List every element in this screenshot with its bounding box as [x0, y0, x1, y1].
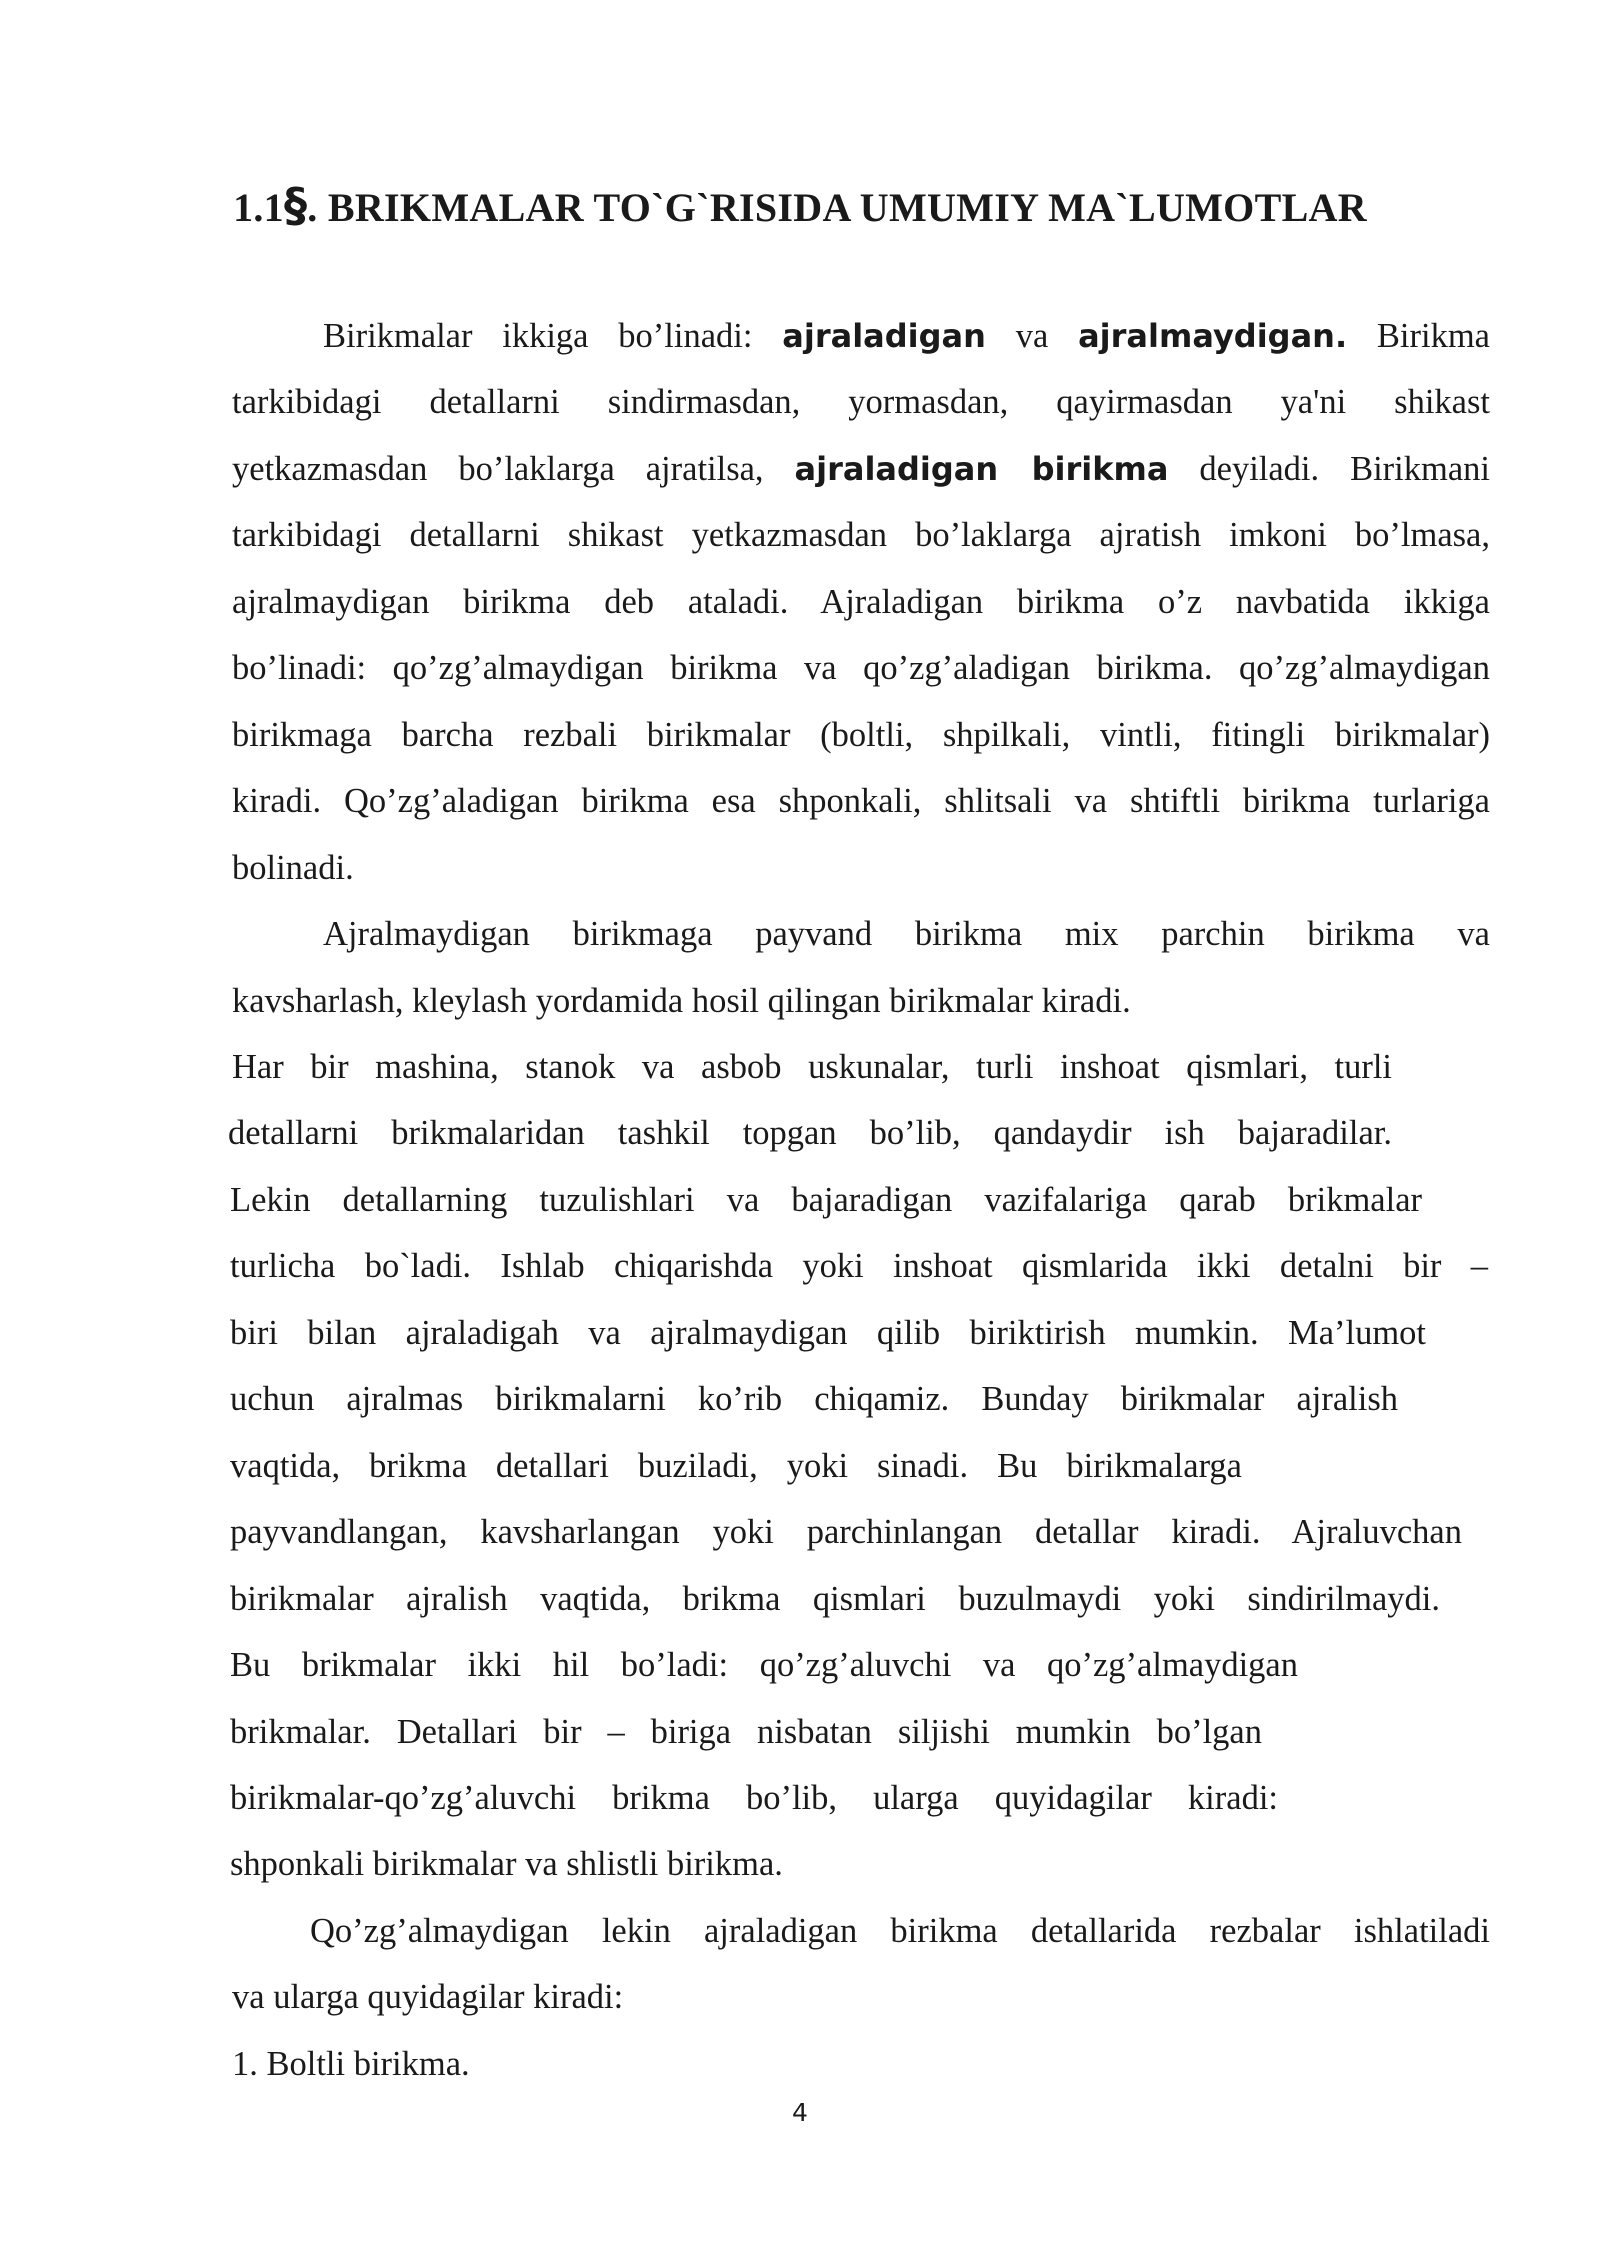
paragraph-1-line-9: bolinadi.: [232, 849, 354, 887]
paragraph-3-line-11: brikmalar. Detallari bir – biriga nisbatan siljishi mumkin bo’lgan: [230, 1713, 1262, 1751]
list-item-1: 1. Boltli birikma.: [232, 2045, 470, 2083]
paragraph-2-line-1: Ajralmaydigan birikmaga payvand birikma mix parchin birikma va: [323, 915, 1490, 953]
paragraph-3-line-6: uchun ajralmas birikmalarni ko’rib chiqamiz. Bunday birikmalar ajralish: [230, 1380, 1398, 1418]
paragraph-1-line-5: ajralmaydigan birikma deb ataladi. Ajraladigan birikma o’z navbatida ikkiga: [232, 583, 1490, 621]
paragraph-4-line-1: Qo’zg’almaydigan lekin ajraladigan birikma detallarida rezbalar ishlatiladi: [310, 1912, 1490, 1950]
section-title: . BRIKMALAR TO`G`RISIDA UMUMIY MA`LUMOTLAR: [307, 185, 1367, 230]
paragraph-3-line-12: birikmalar-qo’zg’aluvchi brikma bo’lib, ularga quyidagilar kiradi:: [230, 1779, 1278, 1817]
paragraph-3-line-5: biri bilan ajraladigah va ajralmaydigan qilib biriktirish mumkin. Ma’lumot: [230, 1314, 1426, 1352]
paragraph-1-line-1: Birikmalar ikkiga bo’linadi: ajraladigan va ajralmaydigan. Birikma: [323, 317, 1490, 355]
paragraph-3-line-3: Lekin detallarning tuzulishlari va bajaradigan vazifalariga qarab brikmalar: [230, 1181, 1422, 1219]
bold-term-ajraladigan-birikma: ajraladigan birikma: [794, 450, 1169, 488]
paragraph-3-line-4: turlicha bo`ladi. Ishlab chiqarishda yoki inshoat qismlarida ikki detalni bir –: [230, 1247, 1488, 1285]
section-number: 1.1: [233, 185, 284, 230]
page-number: 4: [792, 2098, 808, 2127]
paragraph-2-line-2: kavsharlash, kleylash yordamida hosil qilingan birikmalar kiradi.: [232, 982, 1131, 1020]
paragraph-1-line-8: kiradi. Qo’zg’aladigan birikma esa shponkali, shlitsali va shtiftli birikma turlariga: [232, 782, 1490, 820]
paragraph-1-line-4: tarkibidagi detallarni shikast yetkazmasdan bo’laklarga ajratish imkoni bo’lmasa,: [232, 516, 1490, 554]
paragraph-3-line-2: detallarni brikmalaridan tashkil topgan bo’lib, qandaydir ish bajaradilar.: [228, 1114, 1392, 1152]
section-heading: [0, 178, 1600, 232]
paragraph-1-line-7: birikmaga barcha rezbali birikmalar (boltli, shpilkali, vintli, fitingli birikmalar): [232, 716, 1490, 754]
paragraph-3-line-9: birikmalar ajralish vaqtida, brikma qismlari buzulmaydi yoki sindirilmaydi.: [230, 1580, 1440, 1618]
paragraph-4-line-2: va ularga quyidagilar kiradi:: [232, 1978, 624, 2016]
paragraph-3-line-13: shponkali birikmalar va shlistli birikma.: [230, 1845, 783, 1883]
paragraph-3-line-1: Har bir mashina, stanok va asbob uskunalar, turli inshoat qismlari, turli: [232, 1048, 1392, 1086]
paragraph-1-line-2: tarkibidagi detallarni sindirmasdan, yormasdan, qayirmasdan ya'ni shikast: [232, 383, 1490, 421]
paragraph-1-line-6: bo’linadi: qo’zg’almaydigan birikma va qo’zg’aladigan birikma. qo’zg’almaydigan: [232, 649, 1490, 687]
bold-term-ajralmaydigan: ajralmaydigan.: [1078, 317, 1348, 355]
paragraph-3-line-7: vaqtida, brikma detallari buziladi, yoki sinadi. Bu birikmalarga: [230, 1447, 1242, 1485]
bold-term-ajraladigan: ajraladigan: [782, 317, 986, 355]
paragraph-3-line-10: Bu brikmalar ikki hil bo’ladi: qo’zg’aluvchi va qo’zg’almaydigan: [230, 1646, 1298, 1684]
section-symbol: §: [283, 178, 308, 232]
paragraph-3-line-8: payvandlangan, kavsharlangan yoki parchinlangan detallar kiradi. Ajraluvchan: [230, 1513, 1462, 1551]
paragraph-1-line-3: yetkazmasdan bo’laklarga ajratilsa, ajraladigan birikma deyiladi. Birikmani: [232, 450, 1490, 488]
